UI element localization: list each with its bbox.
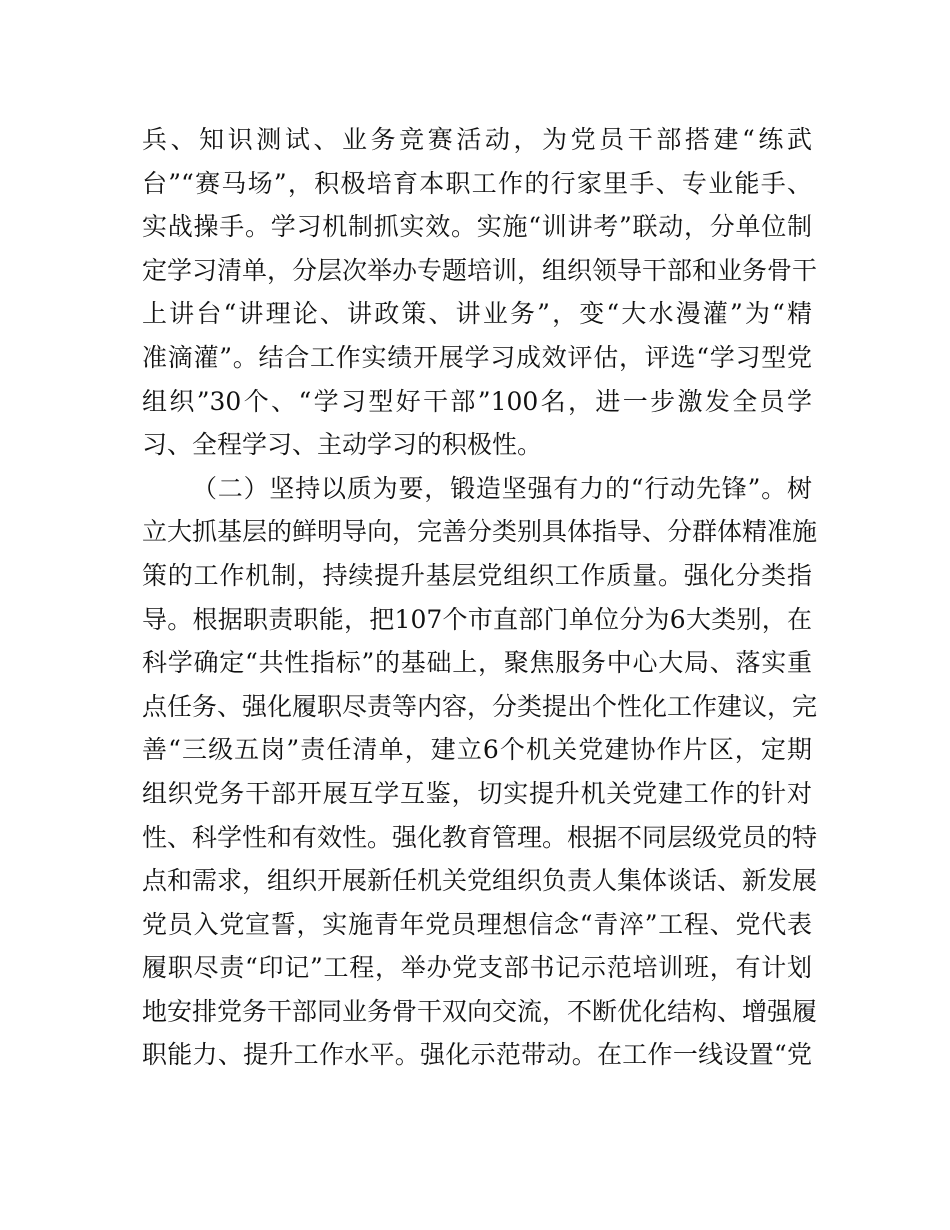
paragraph-line: 地安排党务干部同业务骨干双向交流，不断优化结构、增强履 xyxy=(142,996,818,1026)
paragraph-line: 准滴灌”。结合工作实绩开展学习成效评估，评选“学习型党 xyxy=(142,342,812,372)
document-body xyxy=(142,118,818,1077)
paragraph-line: 点任务、强化履职尽责等内容，分类提出个性化工作建议，完 xyxy=(142,691,818,721)
paragraph-line: 性、科学性和有效性。强化教育管理。根据不同层级党员的特 xyxy=(142,822,818,852)
paragraph-line: 定学习清单，分层次举办专题培训，组织领导干部和业务骨干 xyxy=(142,255,818,285)
paragraph-line: 习、全程学习、主动学习的积极性。 xyxy=(142,430,543,460)
paragraph-line: 科学确定“共性指标”的基础上，聚焦服务中心大局、落实重 xyxy=(142,648,812,678)
paragraph-line: 兵、知识测试、业务竞赛活动，为党员干部搭建“练武 xyxy=(142,125,812,154)
paragraph-line: 履职尽责“印记”工程，举办党支部书记示范培训班，有计划 xyxy=(142,953,812,983)
paragraph-line: 台”“赛马场”，积极培育本职工作的行家里手、专业能手、 xyxy=(142,168,812,198)
paragraph-line: 善“三级五岗”责任清单，建立6个机关党建协作片区，定期 xyxy=(142,735,812,765)
paragraph-line: 实战操手。学习机制抓实效。实施“训讲考”联动，分单位制 xyxy=(142,212,812,242)
paragraph-line: 策的工作机制，持续提升基层党组织工作质量。强化分类指 xyxy=(142,560,812,590)
paragraph-2 xyxy=(142,467,818,1077)
paragraph-line: 组织党务干部开展互学互鉴，切实提升机关党建工作的针对 xyxy=(142,778,812,808)
paragraph-line: 立大抓基层的鲜明导向，完善分类别具体指导、分群体精准施 xyxy=(142,517,818,547)
paragraph-line: 党员入党宣誓，实施青年党员理想信念“青淬”工程、党代表 xyxy=(142,909,812,939)
paragraph-1 xyxy=(142,118,818,467)
paragraph-line: 导。根据职责职能，把107个市直部门单位分为6大类别，在 xyxy=(142,604,812,634)
paragraph-line: 点和需求，组织开展新任机关党组织负责人集体谈话、新发展 xyxy=(142,866,818,896)
paragraph-line: 上讲台“讲理论、讲政策、讲业务”，变“大水漫灌”为“精 xyxy=(142,299,812,329)
paragraph-line: 职能力、提升工作水平。强化示范带动。在工作一线设置“党 xyxy=(142,1040,812,1070)
paragraph-line: （二）坚持以质为要，锻造坚强有力的“行动先锋”。树 xyxy=(192,473,812,503)
paragraph-line: 组织”30个、“学习型好干部”100名，进一步激发全员学 xyxy=(142,386,812,416)
